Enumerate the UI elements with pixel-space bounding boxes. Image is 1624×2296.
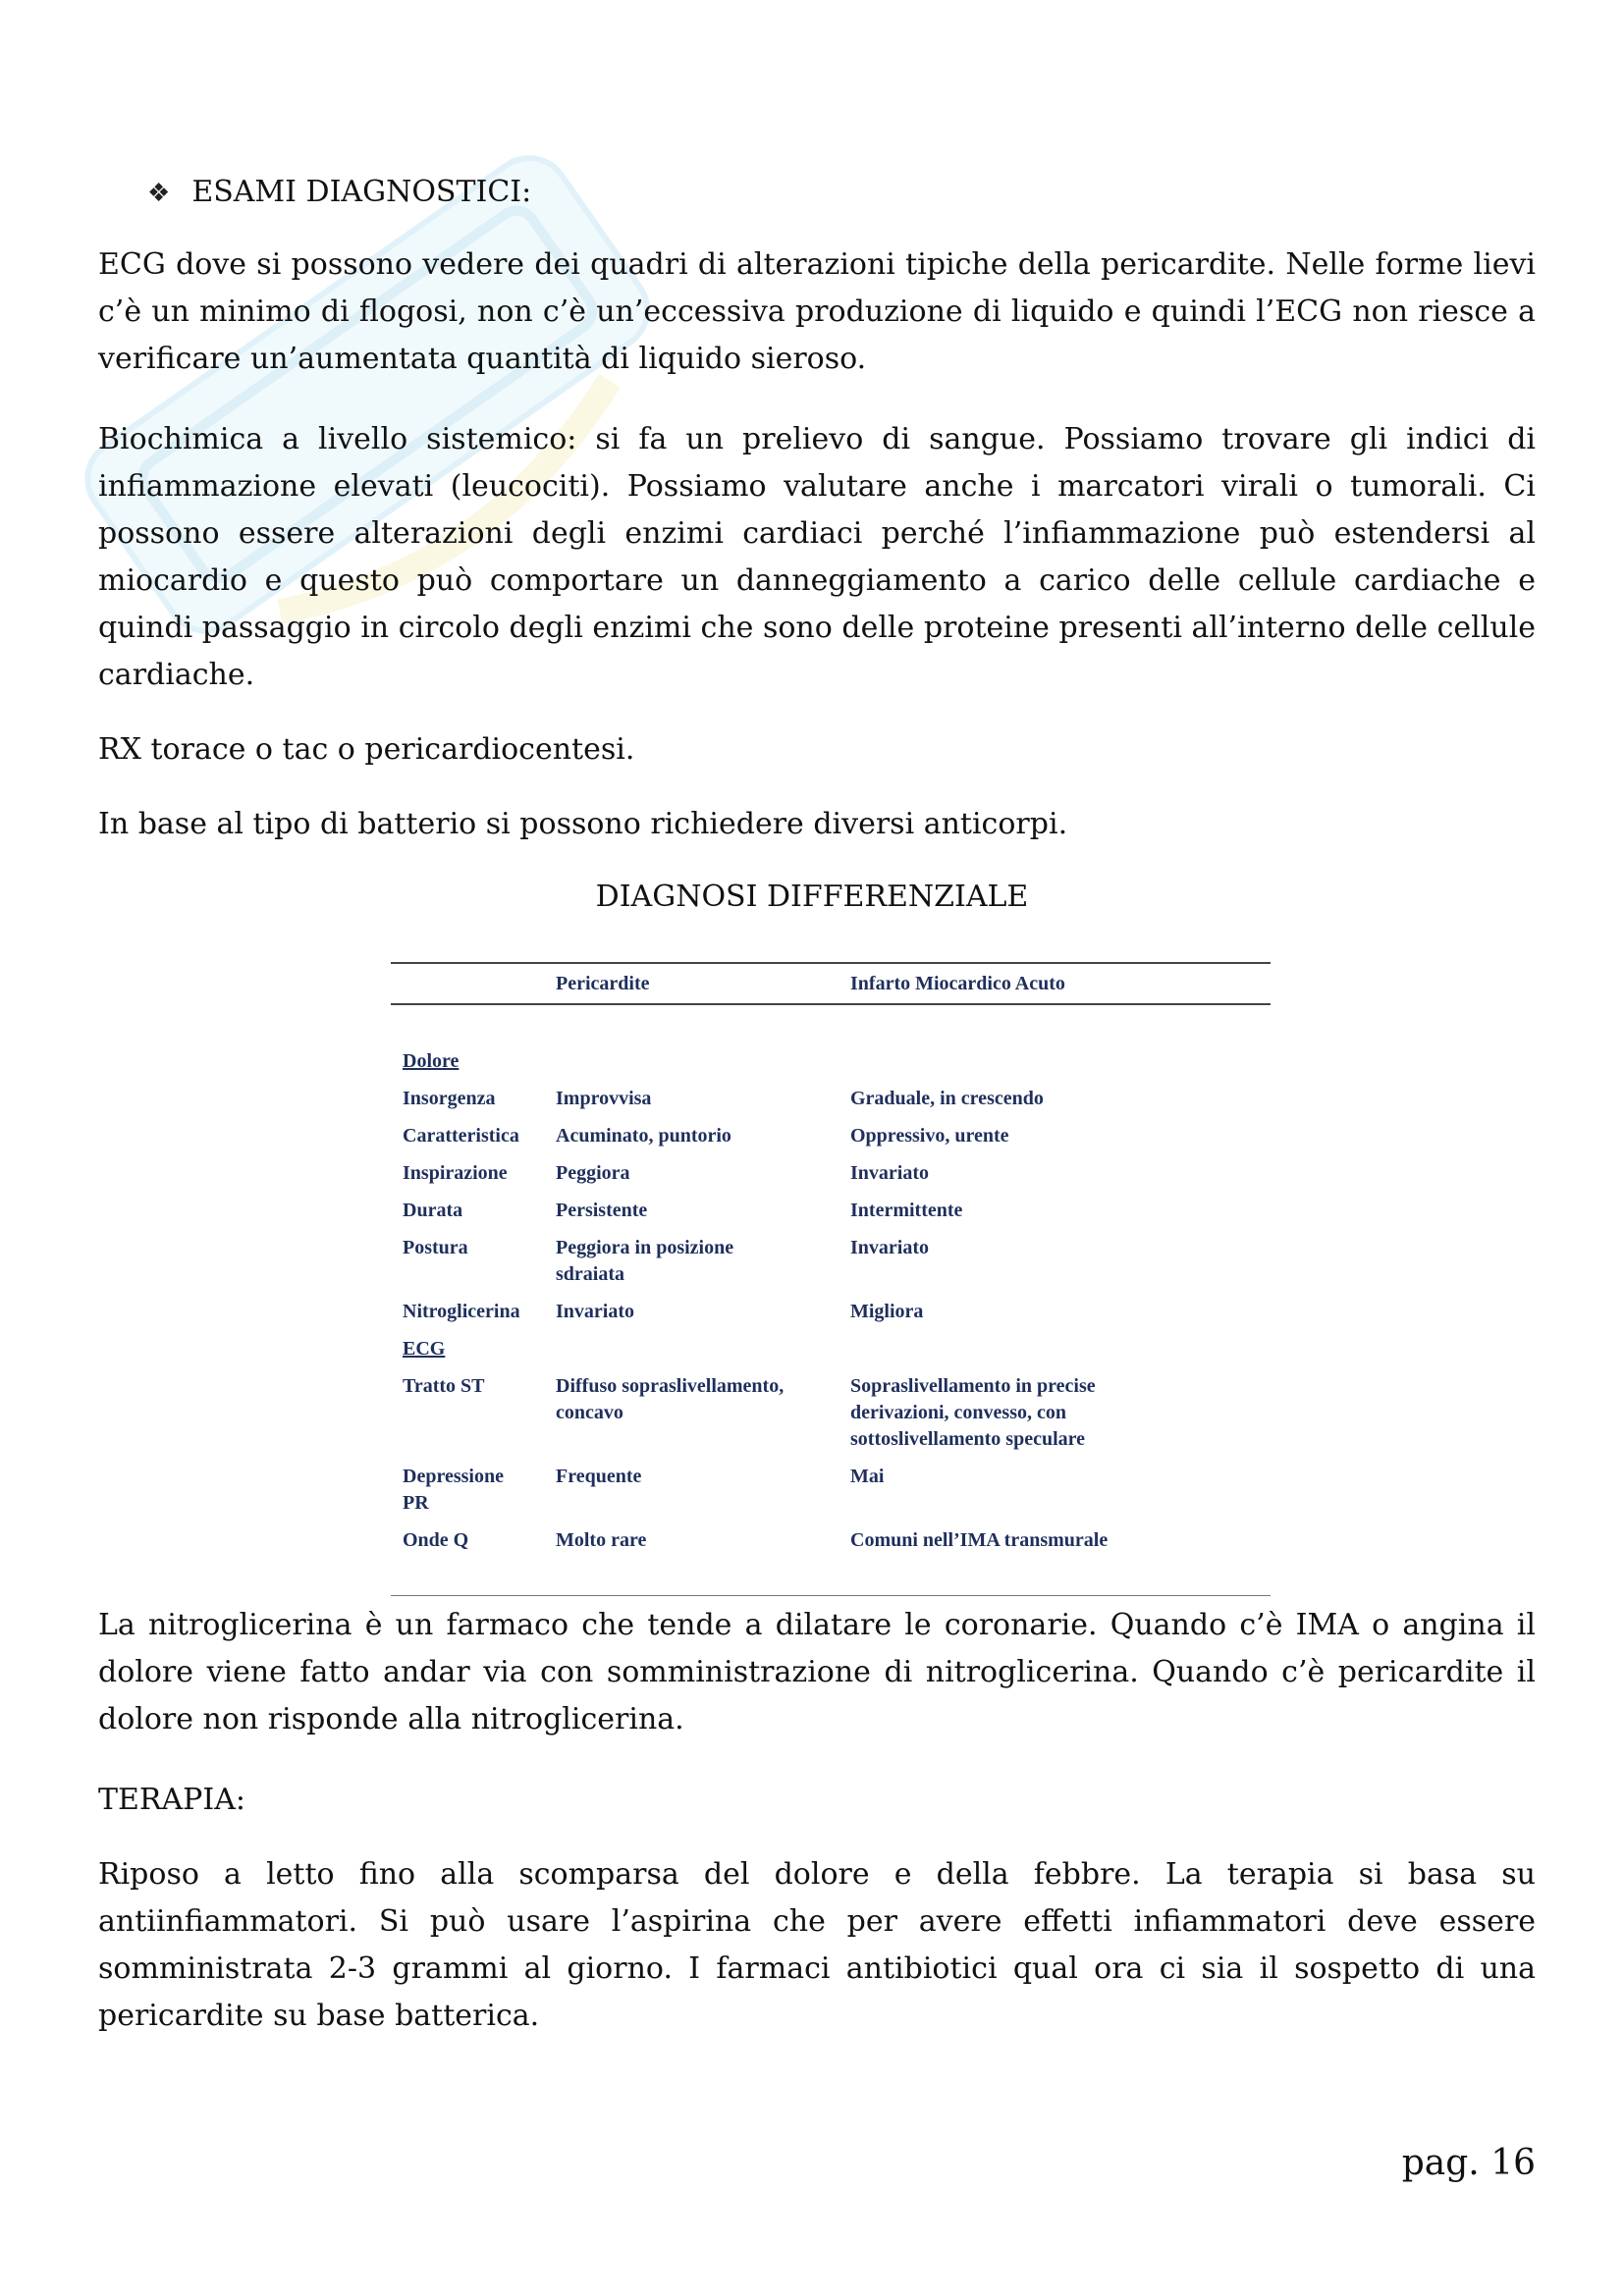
row-mi: Comuni nell’IMA transmurale [850, 1529, 1109, 1551]
row-label: Caratteristica [403, 1125, 519, 1147]
row-mi: Mai [850, 1466, 885, 1487]
ecg-paragraph: ECG dove si possono vedere dei quadri di alterazioni tipiche della pericardite. Nelle forme lievi c’è un minimo di flogosi, non c’è un’eccessiva produzione di liquido e quindi l’ECG non riesce a verificare un’aumentata quantità di liquido sieroso. [98, 247, 1536, 376]
row-mi: Intermittente [850, 1200, 963, 1221]
row-mi: Graduale, in crescendo [850, 1088, 1044, 1109]
row-mi: Invariato [850, 1237, 929, 1258]
exams-heading-text: ESAMI DIAGNOSTICI: [191, 175, 532, 209]
row-pericarditis: Peggiora [556, 1162, 630, 1184]
table-bottom-rule [391, 1595, 1271, 1596]
exams-heading [147, 169, 531, 217]
table-row [391, 1373, 1271, 1453]
row-label: Depressione PR [403, 1466, 504, 1514]
differential-table [391, 962, 1271, 1565]
table-row [391, 1086, 1271, 1112]
diamond-bullet-icon: ❖ [147, 179, 171, 208]
table-row [391, 1527, 1271, 1554]
row-pericarditis: Frequente [556, 1466, 642, 1487]
row-label: Inspirazione [403, 1162, 508, 1184]
page-number: pag. 16 [1401, 2143, 1536, 2183]
table-row [391, 1235, 1271, 1288]
row-pericarditis: Peggiora in posizione sdraiata [556, 1237, 734, 1285]
table-row [391, 1198, 1271, 1224]
row-pericarditis: Persistente [556, 1200, 648, 1221]
table-header [391, 964, 1271, 1003]
imaging-paragraph: RX torace o tac o pericardiocentesi. [98, 732, 635, 767]
table-row [391, 1160, 1271, 1187]
row-label: Nitroglicerina [403, 1301, 520, 1322]
row-label: Insorgenza [403, 1088, 496, 1109]
row-pericarditis: Invariato [556, 1301, 634, 1322]
row-pericarditis: Acuminato, puntorio [556, 1125, 731, 1147]
table-row [391, 1464, 1271, 1517]
section-row-ecg [391, 1336, 1271, 1362]
header-mi: Infarto Miocardico Acuto [850, 972, 1065, 994]
section-ecg: ECG [403, 1338, 446, 1360]
table-row [391, 1299, 1271, 1325]
row-label: Onde Q [403, 1529, 469, 1551]
row-label: Postura [403, 1237, 468, 1258]
row-mi: Oppressivo, urente [850, 1125, 1009, 1147]
row-pericarditis: Diffuso sopraslivellamento, concavo [556, 1375, 785, 1423]
nitro-paragraph: La nitroglicerina è un farmaco che tende a dilatare le coronarie. Quando c’è IMA o angina il dolore viene fatto andar via con somministrazione di nitroglicerina. Quando c’è pericardite il dolore non risponde alla nitroglicerina. [98, 1608, 1536, 1736]
row-mi: Migliora [850, 1301, 924, 1322]
header-pericarditis: Pericardite [556, 972, 650, 994]
row-mi: Sopraslivellamento in precise derivazioni, convesso, con sottoslivellamento speculare [850, 1375, 1096, 1450]
section-pain: Dolore [403, 1050, 460, 1072]
therapy-paragraph: Riposo a letto fino alla scomparsa del dolore e della febbre. La terapia si basa su antiinfiammatori. Si può usare l’aspirina che per avere effetti infiammatori deve essere somministrata 2-3 grammi al giorno. I farmaci antibiotici qual ora ci sia il sospetto di una pericardite su base batterica. [98, 1857, 1536, 2033]
row-label: Tratto ST [403, 1375, 485, 1397]
row-label: Durata [403, 1200, 463, 1221]
biochemistry-paragraph: Biochimica a livello sistemico: si fa un prelievo di sangue. Possiamo trovare gli indici di infiammazione elevati (leucociti). Possiamo valutare anche i marcatori virali o tumorali. Ci possono essere alterazioni degli enzimi cardiaci perché l’infiammazione può estendersi al miocardio e questo può comportare un danneggiamento a carico delle cellule cardiache e quindi passaggio in circolo degli enzimi che sono delle proteine presenti all’interno delle cellule cardiache. [98, 422, 1536, 692]
therapy-heading: TERAPIA: [98, 1783, 245, 1817]
row-pericarditis: Molto rare [556, 1529, 647, 1551]
antibodies-paragraph: In base al tipo di batterio si possono richiedere diversi anticorpi. [98, 807, 1068, 841]
row-pericarditis: Improvvisa [556, 1088, 652, 1109]
table-row [391, 1123, 1271, 1149]
differential-title: DIAGNOSI DIFFERENZIALE [595, 880, 1029, 914]
section-row-pain [391, 1048, 1271, 1075]
row-mi: Invariato [850, 1162, 929, 1184]
